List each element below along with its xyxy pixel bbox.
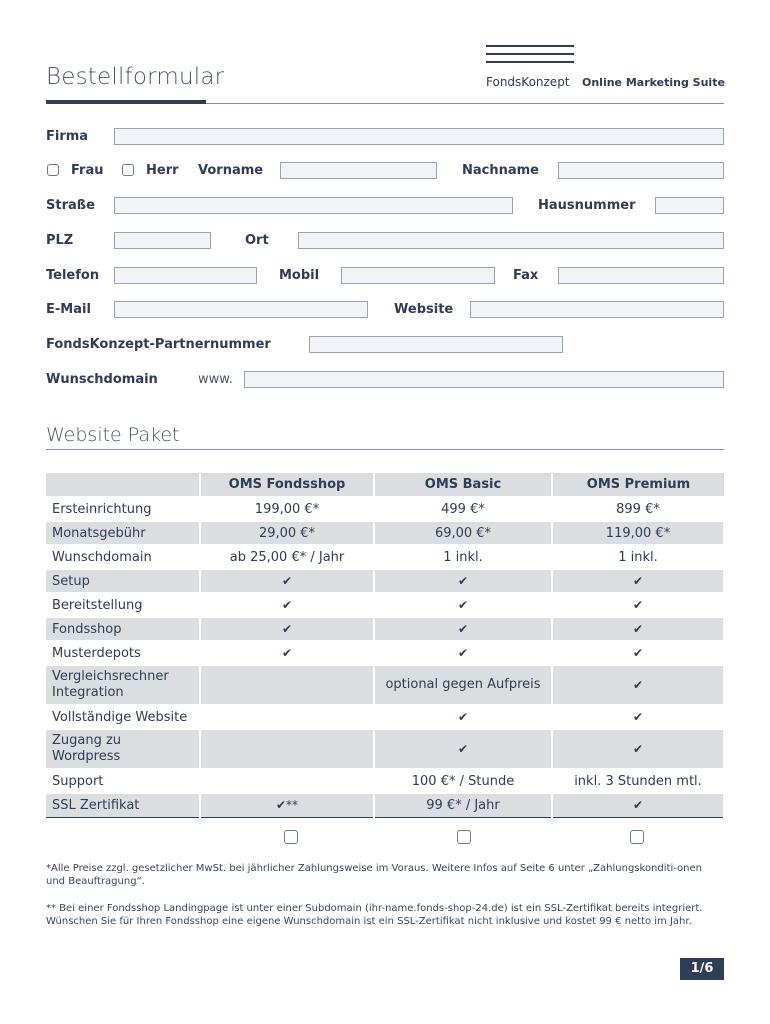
ort-input[interactable] bbox=[298, 232, 724, 249]
wunschdomain-label: Wunschdomain bbox=[46, 372, 158, 387]
cell-basic: 100 €* / Stunde bbox=[374, 769, 552, 793]
cell-premium: 119,00 €* bbox=[552, 521, 724, 545]
check-icon: ✔ bbox=[200, 641, 374, 665]
section-rule bbox=[46, 449, 724, 450]
check-icon: ✔ bbox=[200, 617, 374, 641]
herr-label: Herr bbox=[146, 163, 179, 178]
plz-label: PLZ bbox=[46, 233, 74, 248]
check-icon: ✔ bbox=[552, 665, 724, 705]
brand-subtitle: Online Marketing Suite bbox=[582, 76, 725, 89]
www-prefix: www. bbox=[198, 372, 233, 387]
row-label: Support bbox=[46, 769, 200, 793]
row-label: Monatsgebühr bbox=[46, 521, 200, 545]
telefon-input[interactable] bbox=[114, 267, 257, 284]
table-row bbox=[46, 729, 724, 769]
cell-premium: inkl. 3 Stunden mtl. bbox=[552, 769, 724, 793]
select-oms-premium-checkbox[interactable] bbox=[630, 830, 644, 844]
table-row bbox=[46, 569, 724, 593]
row-label: Musterdepots bbox=[46, 641, 200, 665]
row-label: Fondsshop bbox=[46, 617, 200, 641]
check-icon: ✔ bbox=[374, 641, 552, 665]
check-icon: ✔ bbox=[374, 593, 552, 617]
table-row bbox=[46, 521, 724, 545]
row-label: Ersteinrichtung bbox=[46, 497, 200, 521]
fax-input[interactable] bbox=[558, 267, 724, 284]
row-label-line: Wordpress bbox=[52, 749, 121, 764]
table-header-row bbox=[46, 473, 724, 497]
frau-checkbox[interactable] bbox=[47, 164, 59, 176]
row-label: Wunschdomain bbox=[46, 545, 200, 569]
cell-basic: 1 inkl. bbox=[374, 545, 552, 569]
check-icon: ✔ bbox=[552, 593, 724, 617]
cell-basic: 69,00 €* bbox=[374, 521, 552, 545]
email-label: E-Mail bbox=[46, 302, 91, 317]
hausnummer-label: Hausnummer bbox=[538, 198, 636, 213]
page-number-badge: 1/6 bbox=[680, 958, 724, 980]
cell-fondsshop bbox=[200, 769, 374, 793]
row-label-line: Vergleichsrechner bbox=[52, 669, 169, 684]
check-icon: ✔ bbox=[374, 705, 552, 729]
row-label: Bereitstellung bbox=[46, 593, 200, 617]
logo-line bbox=[486, 61, 574, 63]
row-label-line: Zugang zu bbox=[52, 733, 122, 748]
partnernummer-input[interactable] bbox=[309, 336, 563, 353]
hausnummer-input[interactable] bbox=[655, 197, 724, 214]
check-icon: ✔ bbox=[552, 705, 724, 729]
footnote-prices: *Alle Preise zzgl. gesetzlicher MwSt. bei jährlicher Zahlungsweise im Voraus. Weitere Infos auf Seite 6 unter „Zahlungskonditi-onen und Beauftragung“. bbox=[46, 863, 702, 887]
strasse-input[interactable] bbox=[114, 197, 513, 214]
fax-label: Fax bbox=[513, 268, 539, 283]
title-rule bbox=[206, 103, 724, 104]
frau-label: Frau bbox=[71, 163, 104, 178]
check-icon: ✔ bbox=[374, 569, 552, 593]
vorname-label: Vorname bbox=[198, 163, 264, 178]
logo-line bbox=[486, 45, 574, 47]
mobil-input[interactable] bbox=[341, 267, 495, 284]
footnote-ssl: ** Bei einer Fondsshop Landingpage ist unter einer Subdomain (ihr-name.fonds-shop-24.de) ist ein SSL-Zertifikat bereits integriert. Wünschen Sie für Ihren Fondsshop eine eigene Wunschdomain ist ein SSL-Zertifikat nicht inklusive und kostet 99 € netto im Jahr. bbox=[46, 903, 703, 927]
cell-fondsshop: 199,00 €* bbox=[200, 497, 374, 521]
check-icon: ✔ bbox=[552, 641, 724, 665]
row-label: Setup bbox=[46, 569, 200, 593]
row-label: SSL Zertifikat bbox=[46, 793, 200, 817]
table-row bbox=[46, 705, 724, 729]
table-row bbox=[46, 497, 724, 521]
logo-line bbox=[486, 53, 574, 55]
check-icon: ✔ bbox=[374, 729, 552, 769]
cell-premium: 899 €* bbox=[552, 497, 724, 521]
cell-basic: 499 €* bbox=[374, 497, 552, 521]
cell-fondsshop: 29,00 €* bbox=[200, 521, 374, 545]
cell-fondsshop bbox=[200, 729, 374, 769]
mobil-label: Mobil bbox=[279, 268, 320, 283]
herr-checkbox[interactable] bbox=[122, 164, 134, 176]
nachname-input[interactable] bbox=[558, 162, 724, 179]
brand-name: FondsKonzept bbox=[486, 75, 570, 89]
select-oms-basic-checkbox[interactable] bbox=[457, 830, 471, 844]
ort-label: Ort bbox=[245, 233, 269, 248]
check-icon: ✔ bbox=[552, 617, 724, 641]
table-row bbox=[46, 665, 724, 705]
row-label-line: Integration bbox=[52, 685, 124, 700]
section-title: Website Paket bbox=[46, 424, 180, 446]
telefon-label: Telefon bbox=[46, 268, 100, 283]
cell-fondsshop bbox=[200, 705, 374, 729]
cell-fondsshop: ab 25,00 €* / Jahr bbox=[200, 545, 374, 569]
row-label bbox=[46, 665, 200, 705]
plz-input[interactable] bbox=[114, 232, 211, 249]
package-table bbox=[46, 473, 725, 818]
col-oms-premium: OMS Premium bbox=[552, 473, 724, 497]
website-label: Website bbox=[394, 302, 454, 317]
firma-label: Firma bbox=[46, 129, 89, 144]
check-icon: ✔ bbox=[200, 593, 374, 617]
wunschdomain-input[interactable] bbox=[244, 371, 724, 388]
nachname-label: Nachname bbox=[462, 163, 540, 178]
cell-basic: 99 €* / Jahr bbox=[374, 793, 552, 817]
table-row bbox=[46, 593, 724, 617]
email-input[interactable] bbox=[114, 301, 368, 318]
check-icon: ✔ bbox=[200, 569, 374, 593]
row-label: Vollständige Website bbox=[46, 705, 200, 729]
cell-fondsshop bbox=[200, 665, 374, 705]
website-input[interactable] bbox=[470, 301, 724, 318]
strasse-label: Straße bbox=[46, 198, 95, 213]
partnernummer-label: FondsKonzept-Partnernummer bbox=[46, 337, 271, 352]
check-icon: ✔** bbox=[200, 793, 374, 817]
table-row bbox=[46, 617, 724, 641]
check-icon: ✔ bbox=[552, 793, 724, 817]
table-row bbox=[46, 545, 724, 569]
cell-basic: optional gegen Aufpreis bbox=[374, 665, 552, 705]
row-label bbox=[46, 729, 200, 769]
vorname-input[interactable] bbox=[280, 162, 437, 179]
table-row bbox=[46, 769, 724, 793]
cell-premium: 1 inkl. bbox=[552, 545, 724, 569]
check-icon: ✔ bbox=[552, 569, 724, 593]
select-oms-fondsshop-checkbox[interactable] bbox=[284, 830, 298, 844]
table-row bbox=[46, 641, 724, 665]
page-title: Bestellformular bbox=[46, 64, 225, 90]
title-underline bbox=[46, 100, 206, 104]
table-row bbox=[46, 793, 724, 817]
col-oms-basic: OMS Basic bbox=[374, 473, 552, 497]
firma-input[interactable] bbox=[114, 128, 724, 145]
check-icon: ✔ bbox=[552, 729, 724, 769]
header-empty-cell bbox=[46, 473, 200, 497]
check-icon: ✔ bbox=[374, 617, 552, 641]
col-oms-fondsshop: OMS Fondsshop bbox=[200, 473, 374, 497]
